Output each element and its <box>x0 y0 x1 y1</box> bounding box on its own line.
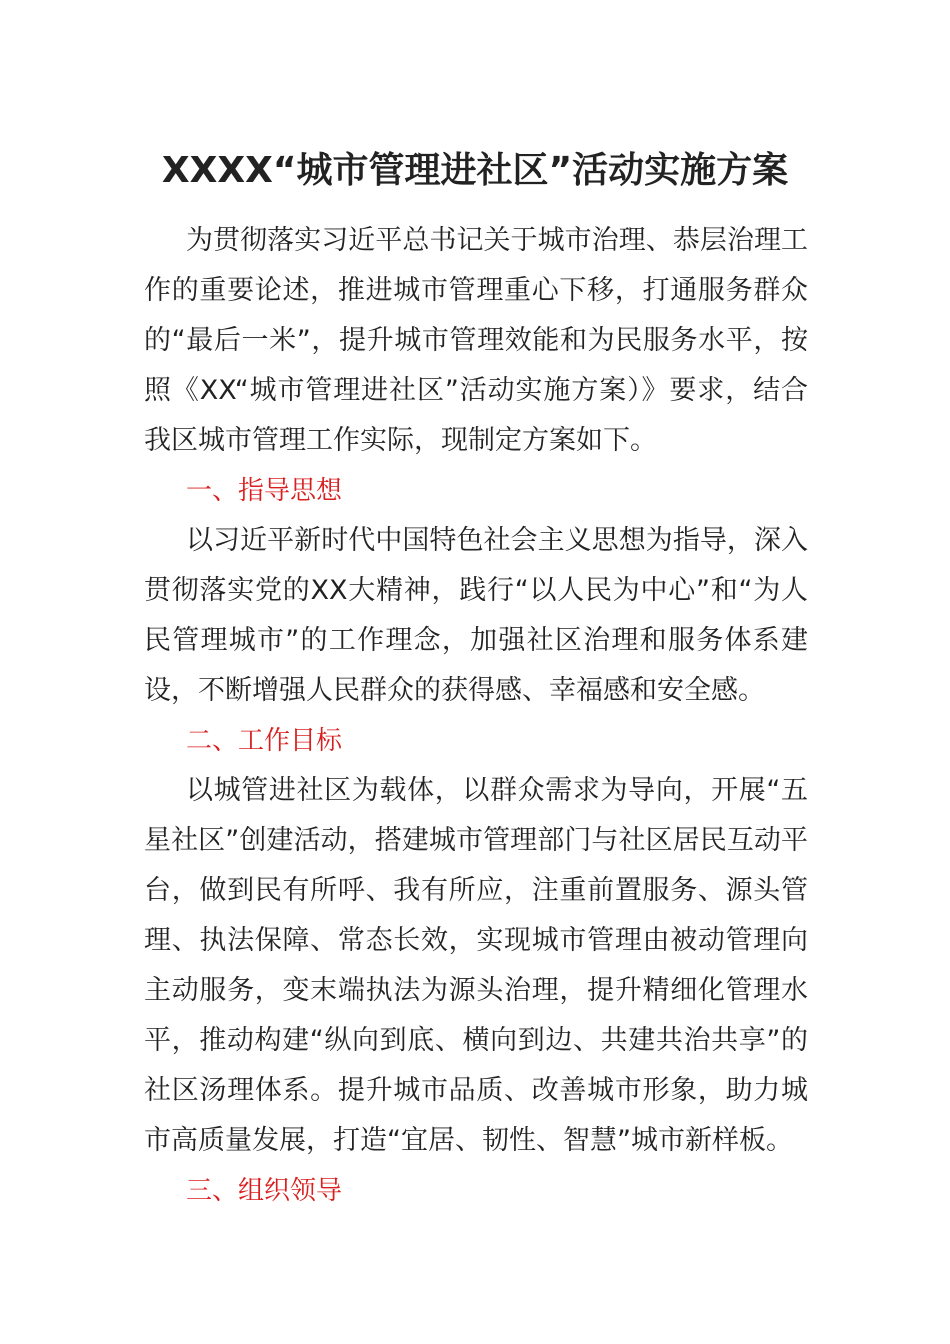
document-title: XXXX“城市管理进社区”活动实施方案 <box>161 150 789 191</box>
intro-paragraph: 为贯彻落实习近平总书记关于城市治理、恭层治理工作的重要论述，推进城市管理重心下移，打通服务群众的“最后一米”，提升城市管理效能和为民服务水平，按照《XX“城市管理进社区”活动实施方案）》要求，结合我区城市管理工作实际，现制定方案如下。 <box>144 225 808 456</box>
section-paragraph-guiding-ideology: 以习近平新时代中国特色社会主义思想为指导，深入贯彻落实党的XX大精神，践行“以人民为中心”和“为人民管理城市”的工作理念，加强社区治理和服务体系建设，不断增强人民群众的获得感、幸福感和安全感。 <box>144 525 808 706</box>
section-heading-guiding-ideology: 一、指导思想 <box>186 476 343 506</box>
document-body <box>144 216 808 1216</box>
section-heading-organization-leadership: 三、组织领导 <box>186 1176 343 1206</box>
section-paragraph-work-goals: 以城管进社区为载体，以群众需求为导向，开展“五星社区”创建活动，搭建城市管理部门与社区居民互动平台，做到民有所呼、我有所应，注重前置服务、源头管理、执法保障、常态长效，实现城市管理由被动管理向主动服务，变末端执法为源头治理，提升精细化管理水平，推动构建“纵向到底、横向到边、共建共治共享”的社区汤理体系。提升城市品质、改善城市形象，助力城市高质量发展，打造“宜居、韧性、智慧”城市新样板。 <box>144 775 808 1156</box>
section-heading-work-goals: 二、工作目标 <box>186 726 343 756</box>
